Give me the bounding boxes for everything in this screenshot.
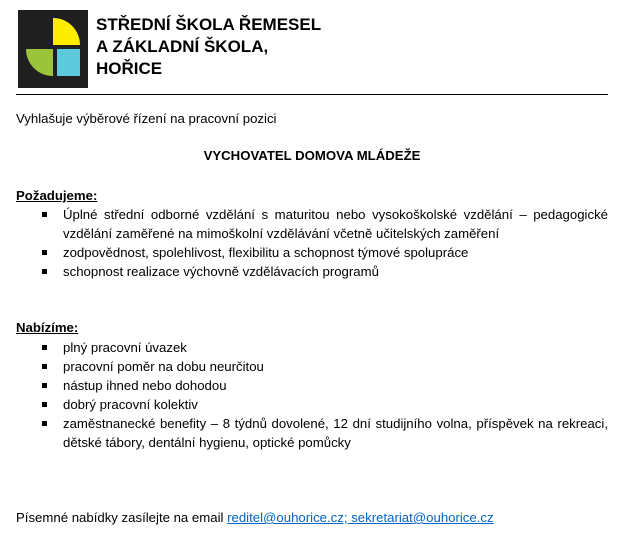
footer-contact [16, 510, 494, 525]
requirements-list [16, 205, 608, 281]
school-logo [18, 10, 88, 88]
bullet-icon [42, 212, 47, 217]
list-item: zodpovědnost, spolehlivost, flexibilitu a schopnost týmové spolupráce [16, 243, 608, 262]
email-link[interactable]: reditel@ouhorice.cz; sekretariat@ouhorice.cz [227, 510, 494, 525]
list-item: dobrý pracovní kolektiv [16, 395, 608, 414]
school-name-line-3: HOŘICE [96, 59, 163, 78]
bullet-icon [42, 269, 47, 274]
bullet-icon [42, 250, 47, 255]
list-item: pracovní poměr na dobu neurčitou [16, 357, 608, 376]
offers-title: Nabízíme: [16, 320, 79, 335]
header-divider [16, 94, 608, 95]
footer-text: Písemné nabídky zasílejte na email [16, 510, 228, 525]
bullet-icon [42, 364, 47, 369]
list-item: zaměstnanecké benefity – 8 týdnů dovolené, 12 dní studijního volna, příspěvek na rekreaci, dětské tábory, dentální hygienu, optické pomůcky [16, 414, 608, 452]
list-item: plný pracovní úvazek [16, 338, 608, 357]
bullet-icon [42, 421, 47, 426]
list-item: Úplné střední odborné vzdělání s maturitou nebo vysokoškolské vzdělání – pedagogické vzdělání zaměřené na mimoškolní vzdělávání včetně učitelských zaměření [16, 205, 608, 243]
bullet-icon [42, 402, 47, 407]
offers-list [16, 338, 608, 452]
school-name-line-2: A ZÁKLADNÍ ŠKOLA, [96, 37, 269, 56]
position-title: VYCHOVATEL DOMOVA MLÁDEŽE [203, 148, 421, 163]
bullet-icon [42, 345, 47, 350]
intro-text: Vyhlašuje výběrové řízení na pracovní pozici [16, 111, 277, 126]
school-name-line-1: STŘEDNÍ ŠKOLA ŘEMESEL [96, 15, 322, 34]
school-name [96, 14, 321, 80]
list-item: schopnost realizace výchovně vzdělávacích programů [16, 262, 608, 281]
bullet-icon [42, 383, 47, 388]
list-item: nástup ihned nebo dohodou [16, 376, 608, 395]
requirements-title: Požadujeme: [16, 188, 98, 203]
